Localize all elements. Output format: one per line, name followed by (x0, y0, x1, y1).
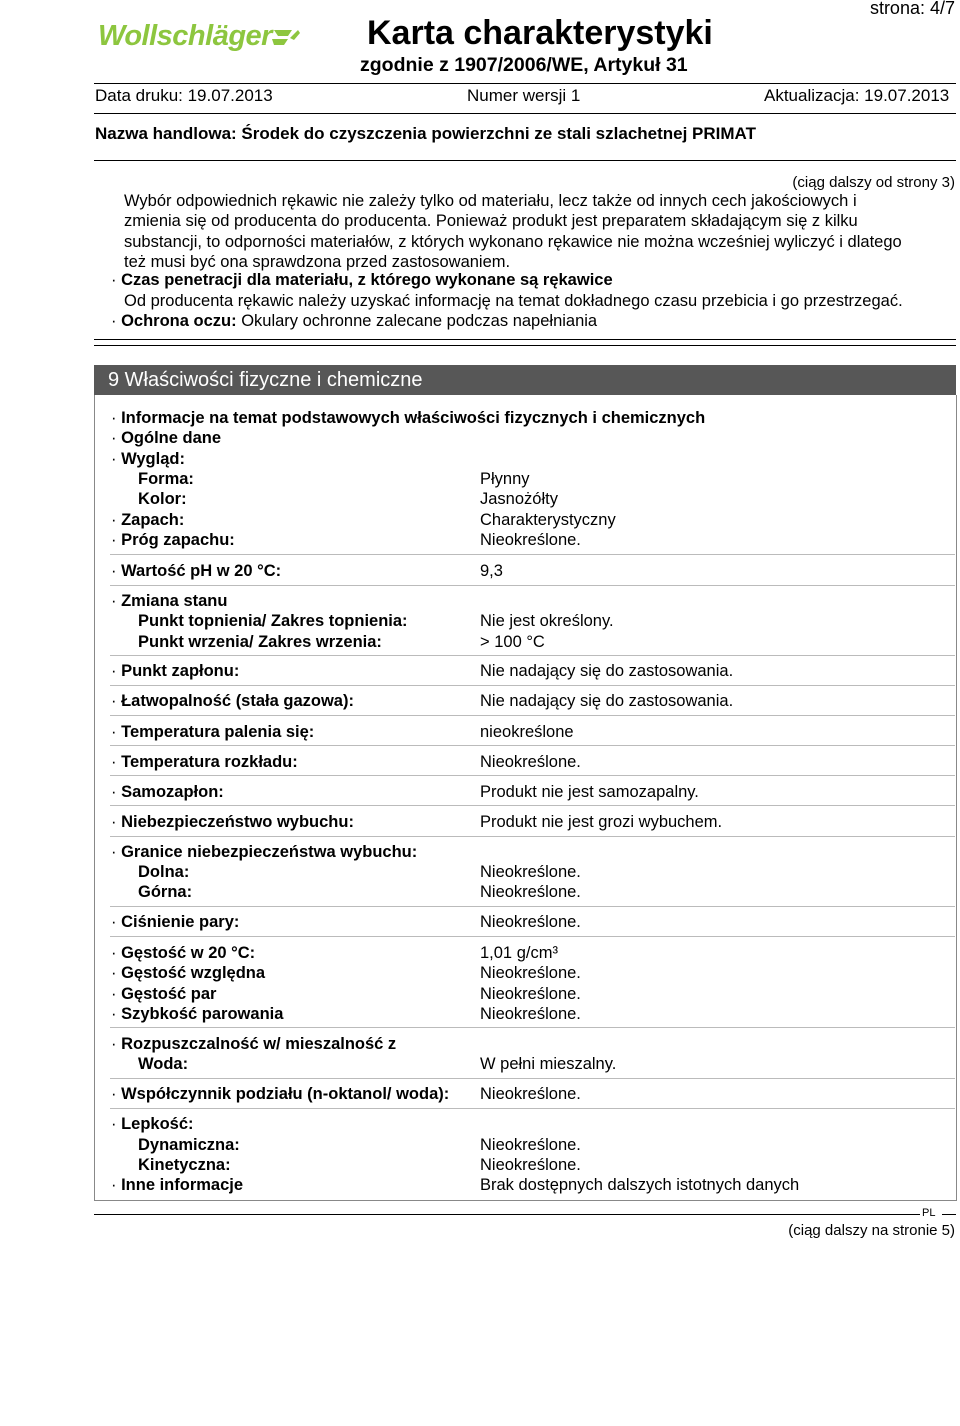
melting-label: Punkt topnienia/ Zakres topnienia: (138, 612, 408, 630)
row-separator (110, 585, 955, 586)
row-separator (110, 775, 955, 776)
row-separator (110, 1108, 955, 1109)
logo-emblem-icon (270, 26, 304, 54)
penetration-text: Od producenta rękawic należy uzyskać informację na temat dokładnego czasu przebicia i go przestrzegać. (124, 292, 903, 310)
self-ignition-value: Produkt nie jest samozapalny. (480, 783, 699, 801)
partition-coefficient-label: · Współczynnik podziału (n-oktanol/ woda): (111, 1085, 450, 1103)
dynamic-viscosity-label: Dynamiczna: (138, 1136, 240, 1154)
odor-threshold-value: Nieokreślone. (480, 531, 581, 549)
color-label: Kolor: (138, 490, 187, 508)
row-separator (110, 936, 955, 937)
lower-limit-label: Dolna: (138, 863, 190, 881)
evaporation-rate-value: Nieokreślone. (480, 1005, 581, 1023)
row-separator (110, 715, 955, 716)
explosion-hazard-label: · Niebezpieczeństwo wybuchu: (111, 813, 354, 831)
upper-limit-label: Górna: (138, 883, 193, 901)
eye-protection: · Ochrona oczu: Okulary ochronne zalecane podczas napełniania (111, 312, 598, 330)
lower-limit-value: Nieokreślone. (480, 863, 581, 881)
density-value: 1,01 g/cm³ (480, 944, 558, 962)
other-info-label: · Inne informacje (111, 1176, 244, 1194)
solubility-heading: · Rozpuszczalność w/ mieszalność z (111, 1035, 397, 1053)
document-subtitle: zgodnie z 1907/2006/WE, Artykuł 31 (360, 54, 688, 76)
footer-divider (942, 1214, 956, 1215)
self-ignition-label: · Samozapłon: (111, 783, 224, 801)
footer-divider (94, 1214, 920, 1215)
flammability-value: Nie nadający się do zastosowania. (480, 692, 734, 710)
relative-density-label: · Gęstość względna (111, 964, 266, 982)
dynamic-viscosity-value: Nieokreślone. (480, 1136, 581, 1154)
trade-name: Nazwa handlowa: Środek do czyszczenia powierzchni ze stali szlachetnej PRIMAT (95, 124, 756, 143)
partition-coefficient-value: Nieokreślone. (480, 1085, 581, 1103)
row-separator (110, 906, 955, 907)
penetration-heading: · Czas penetracji dla materiału, z którego wykonane są rękawice (111, 271, 613, 289)
evaporation-rate-label: · Szybkość parowania (111, 1005, 284, 1023)
ph-label: · Wartość pH w 20 °C: (111, 562, 282, 580)
glove-text-line: substancji, to odporności materiałów, z których wykonano rękawice nie można wcześniej wyliczyć i dlatego (124, 233, 902, 251)
row-separator (110, 745, 955, 746)
other-info-value: Brak dostępnych dalszych istotnych danych (480, 1176, 800, 1194)
flash-point-value: Nie nadający się do zastosowania. (480, 662, 734, 680)
glove-text-line: Wybór odpowiednich rękawic nie zależy tylko od materiału, lecz także od innych cech jakościowych i (124, 192, 857, 210)
flash-point-label: · Punkt zapłonu: (111, 662, 240, 680)
vapour-density-value: Nieokreślone. (480, 985, 581, 1003)
boiling-value: > 100 °C (480, 633, 545, 651)
color-value: Jasnożółty (480, 490, 558, 508)
update-date: Aktualizacja: 19.07.2013 (764, 86, 950, 105)
odor-threshold-label: · Próg zapachu: (111, 531, 235, 549)
ignition-temp-value: nieokreślone (480, 723, 574, 741)
trade-divider (94, 160, 956, 161)
glove-text-line: zmienia się od producenta do producenta. Ponieważ produkt jest preparatem składającym się z kilku (124, 212, 858, 230)
glove-text-line: też musi być ona sprawdzona przed zastosowaniem. (124, 253, 511, 271)
form-value: Płynny (480, 470, 530, 488)
continued-from: (ciąg dalszy od strony 3) (792, 174, 955, 191)
row-separator (110, 554, 955, 555)
kinematic-viscosity-label: Kinetyczna: (138, 1156, 231, 1174)
row-separator (110, 655, 955, 656)
row-separator (110, 1027, 955, 1028)
version-number: Numer wersji 1 (467, 86, 581, 105)
explosion-hazard-value: Produkt nie jest grozi wybuchem. (480, 813, 723, 831)
water-label: Woda: (138, 1055, 189, 1073)
section-divider (94, 339, 956, 340)
print-date: Data druku: 19.07.2013 (95, 86, 273, 105)
row-separator (110, 836, 955, 837)
row-separator (110, 685, 955, 686)
form-label: Forma: (138, 470, 194, 488)
section-divider (94, 345, 956, 346)
meta-divider (94, 113, 956, 114)
decomposition-temp-label: · Temperatura rozkładu: (111, 753, 298, 771)
continued-on: (ciąg dalszy na stronie 5) (788, 1222, 955, 1239)
boiling-label: Punkt wrzenia/ Zakres wrzenia: (138, 633, 382, 651)
odor-value: Charakterystyczny (480, 511, 616, 529)
upper-limit-value: Nieokreślone. (480, 883, 581, 901)
ignition-temp-label: · Temperatura palenia się: (111, 723, 315, 741)
decomposition-temp-value: Nieokreślone. (480, 753, 581, 771)
density-label: · Gęstość w 20 °C: (111, 944, 256, 962)
general-data-heading: · Ogólne dane (111, 429, 222, 447)
relative-density-value: Nieokreślone. (480, 964, 581, 982)
explosion-limits-heading: · Granice niebezpieczeństwa wybuchu: (111, 843, 418, 861)
water-value: W pełni mieszalny. (480, 1055, 617, 1073)
appearance-heading: · Wygląd: (111, 450, 185, 468)
company-logo: Wollschläger (98, 20, 272, 52)
flammability-label: · Łatwopalność (stała gazowa): (111, 692, 354, 710)
page-number: strona: 4/7 (869, 0, 955, 18)
row-separator (110, 1078, 955, 1079)
odor-label: · Zapach: (111, 511, 185, 529)
row-separator (110, 805, 955, 806)
vapour-pressure-value: Nieokreślone. (480, 913, 581, 931)
state-change-heading: · Zmiana stanu (111, 592, 228, 610)
vapour-pressure-label: · Ciśnienie pary: (111, 913, 240, 931)
melting-value: Nie jest określony. (480, 612, 614, 630)
vapour-density-label: · Gęstość par (111, 985, 217, 1003)
property-info-heading: · Informacje na temat podstawowych właściwości fizycznych i chemicznych (111, 409, 706, 427)
section-9-heading: 9 Właściwości fizyczne i chemiczne (94, 365, 956, 395)
header-divider (94, 83, 956, 84)
document-title: Karta charakterystyki (367, 14, 713, 52)
ph-value: 9,3 (480, 562, 503, 580)
viscosity-heading: · Lepkość: (111, 1115, 194, 1133)
kinematic-viscosity-value: Nieokreślone. (480, 1156, 581, 1174)
language-code: PL (922, 1207, 936, 1219)
